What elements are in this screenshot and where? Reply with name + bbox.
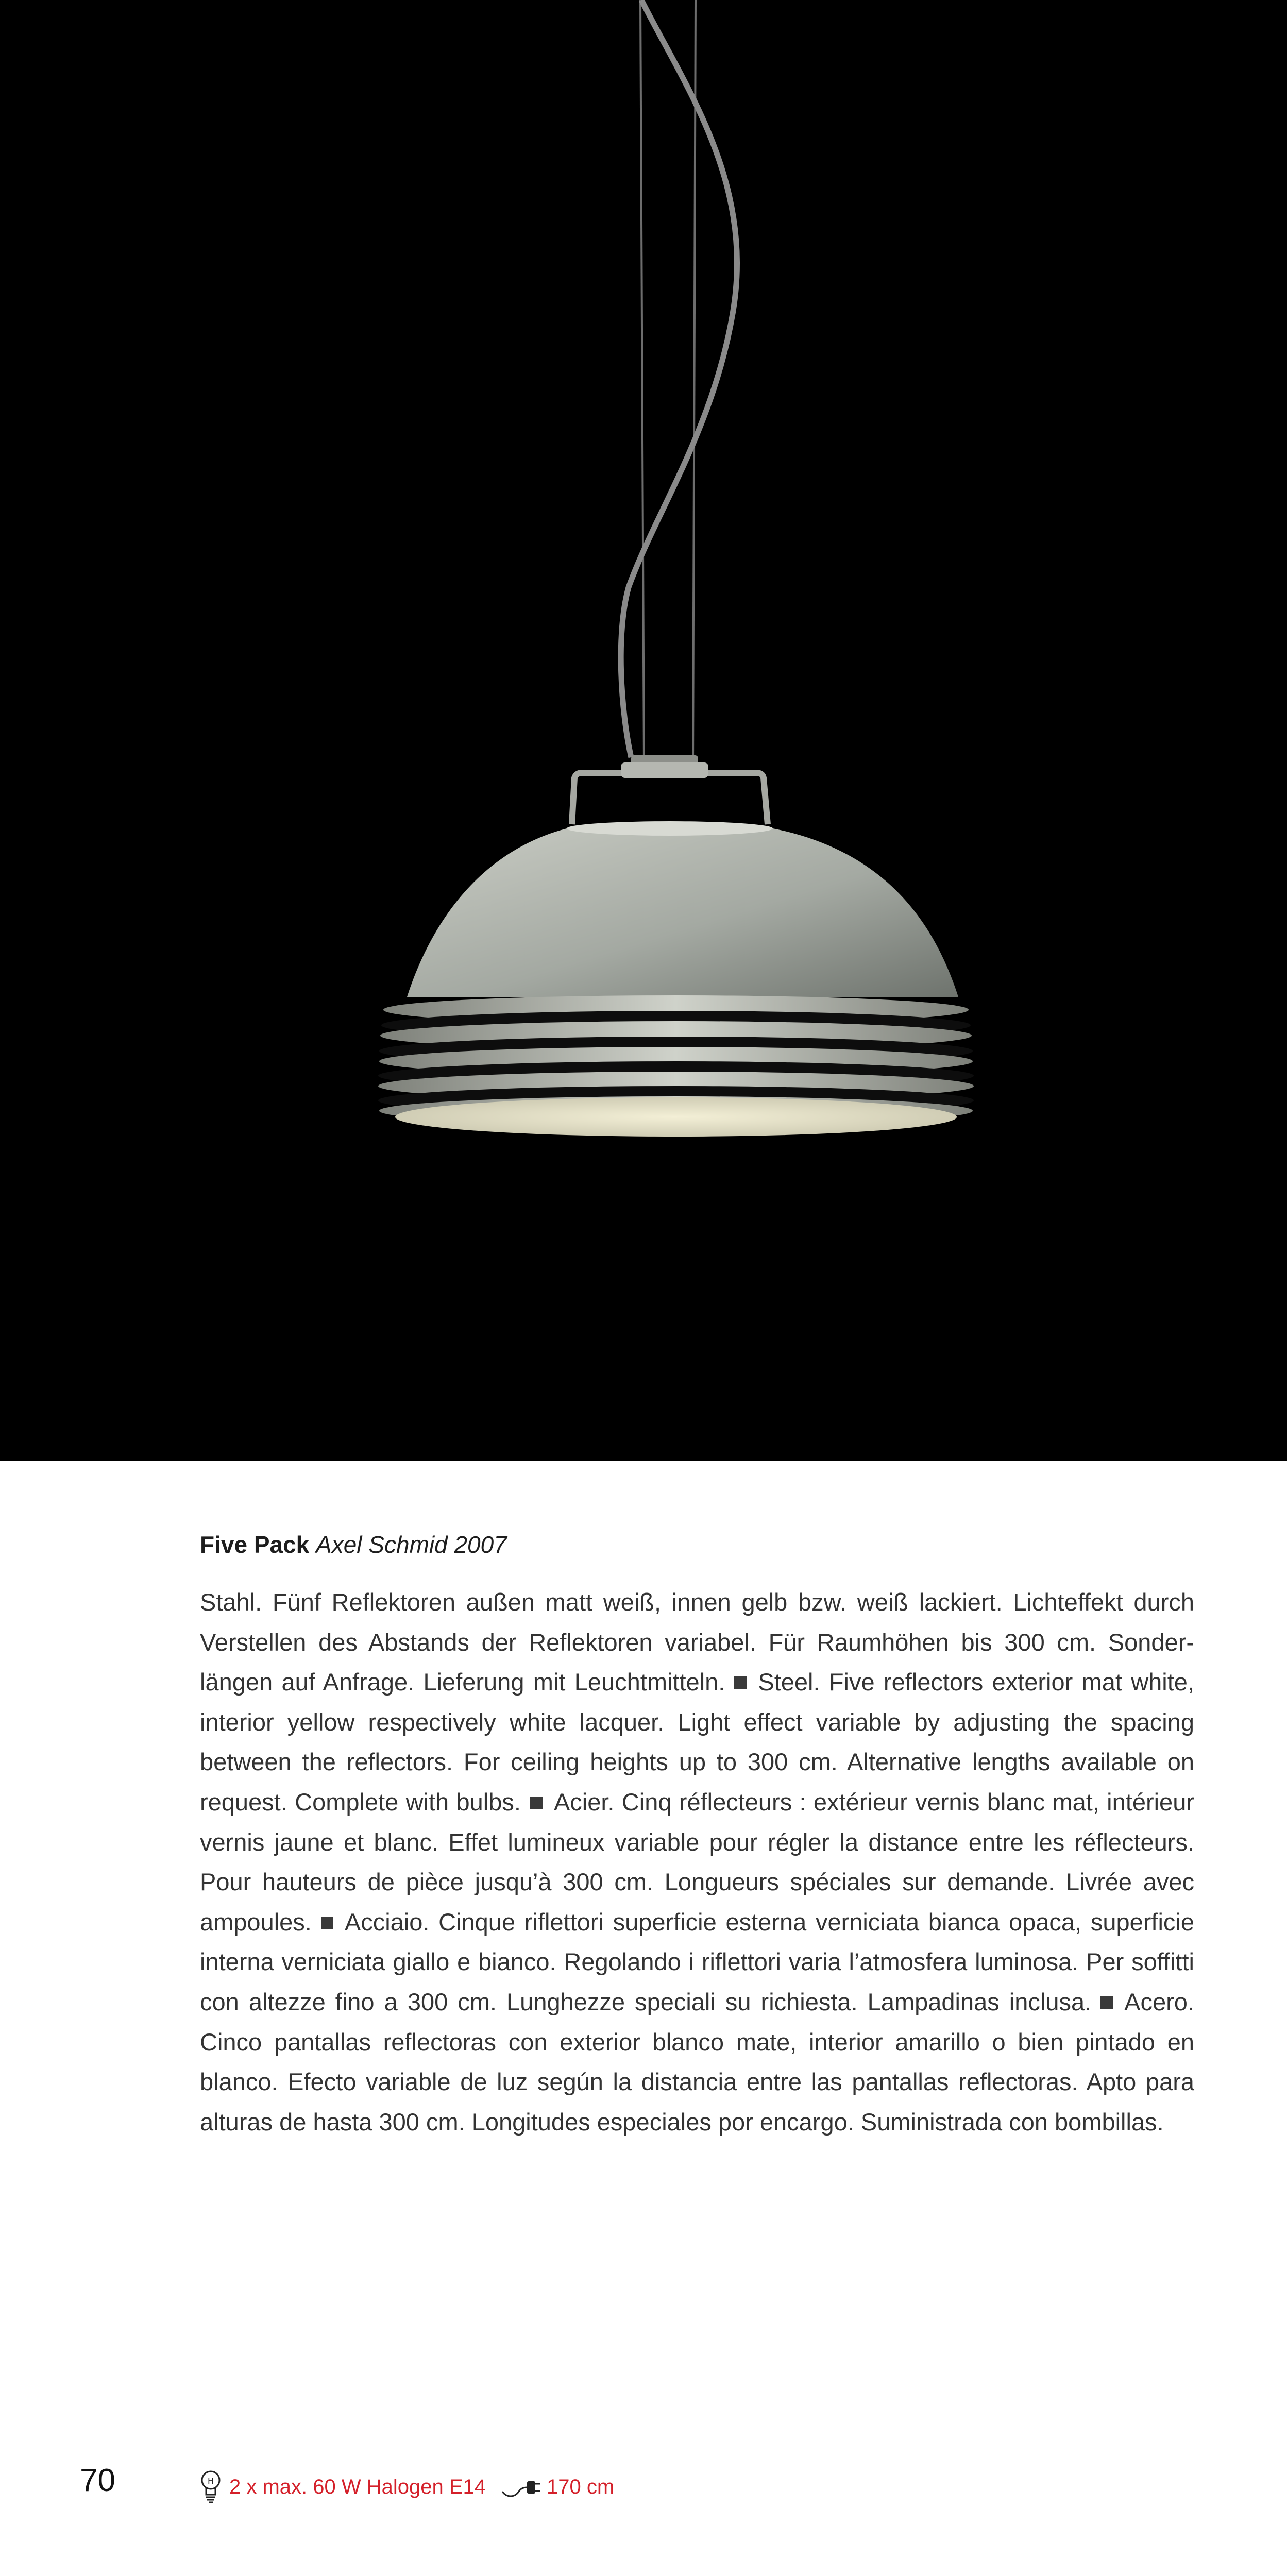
product-text [200,1528,1194,2142]
description-de: Stahl. Fünf Reflektoren außen matt weiß, innen gelb bzw. weiß lackiert. Lichteffekt durch Verstellen des Abstands der Reflektoren variabel. Für Raumhöhen bis 300 cm. Sonder-längen auf Anfrage. Lieferung mit Leuchtmitteln. [200,1588,1194,1696]
description-fr: Acier. Cinq réflecteurs : extérieur vernis blanc mat, intérieur vernis jaune et blanc. Effet lumineux variable pour régler la distance entre les réflecteurs. Pour hauteurs de pièce jusqu’à 300 cm. Longueurs spéciales sur demande. Livrée avec ampoules. [200,1788,1194,1936]
svg-text:H: H [207,2476,214,2486]
product-heading [200,1528,1194,1562]
designer-credit: Axel Schmid 2007 [316,1531,507,1558]
cable-length: 170 cm [547,2475,615,2498]
separator-square [734,1676,747,1689]
product-name: Five Pack [200,1531,310,1558]
description-it: Acciaio. Cinque riflettori superficie esterna verniciata bianca opaca, superficie interna verniciata giallo e bianco. Regolando i riflettori varia l’atmosfera luminosa. Per soffitti con altezze fino a 300 cm. Lunghezze speciali su richiesta. Lampadinas inclusa. [200,1908,1194,2015]
separator-square [1100,1996,1113,2009]
page-number: 70 [80,2463,115,2498]
plug-cable-icon [501,2474,541,2500]
separator-square [530,1797,543,1809]
separator-square [321,1917,333,1929]
description-en: Steel. Five reflectors exterior mat white, interior yellow respectively white lacquer. Light effect variable by adjusting the spacing between the reflectors. For ceiling heights up to 300 cm. Alternative lengths available on request. Complete with bulbs. [200,1668,1194,1816]
bulb-icon [198,2469,223,2505]
description-es: Acero. Cinco pantallas reflectoras con exterior blanco mate, interior amarillo o bien pintado en blanco. Efecto variable de luz según la distancia entre las pantallas reflectoras. Apto para alturas de hasta 300 cm. Longitudes especiales por encargo. Suministrada con bombillas. [200,1988,1194,2136]
product-description [200,1582,1194,2142]
page-footer [0,2463,1287,2514]
bulb-spec: 2 x max. 60 W Halogen E14 [229,2475,486,2498]
technical-specs [198,2469,614,2505]
